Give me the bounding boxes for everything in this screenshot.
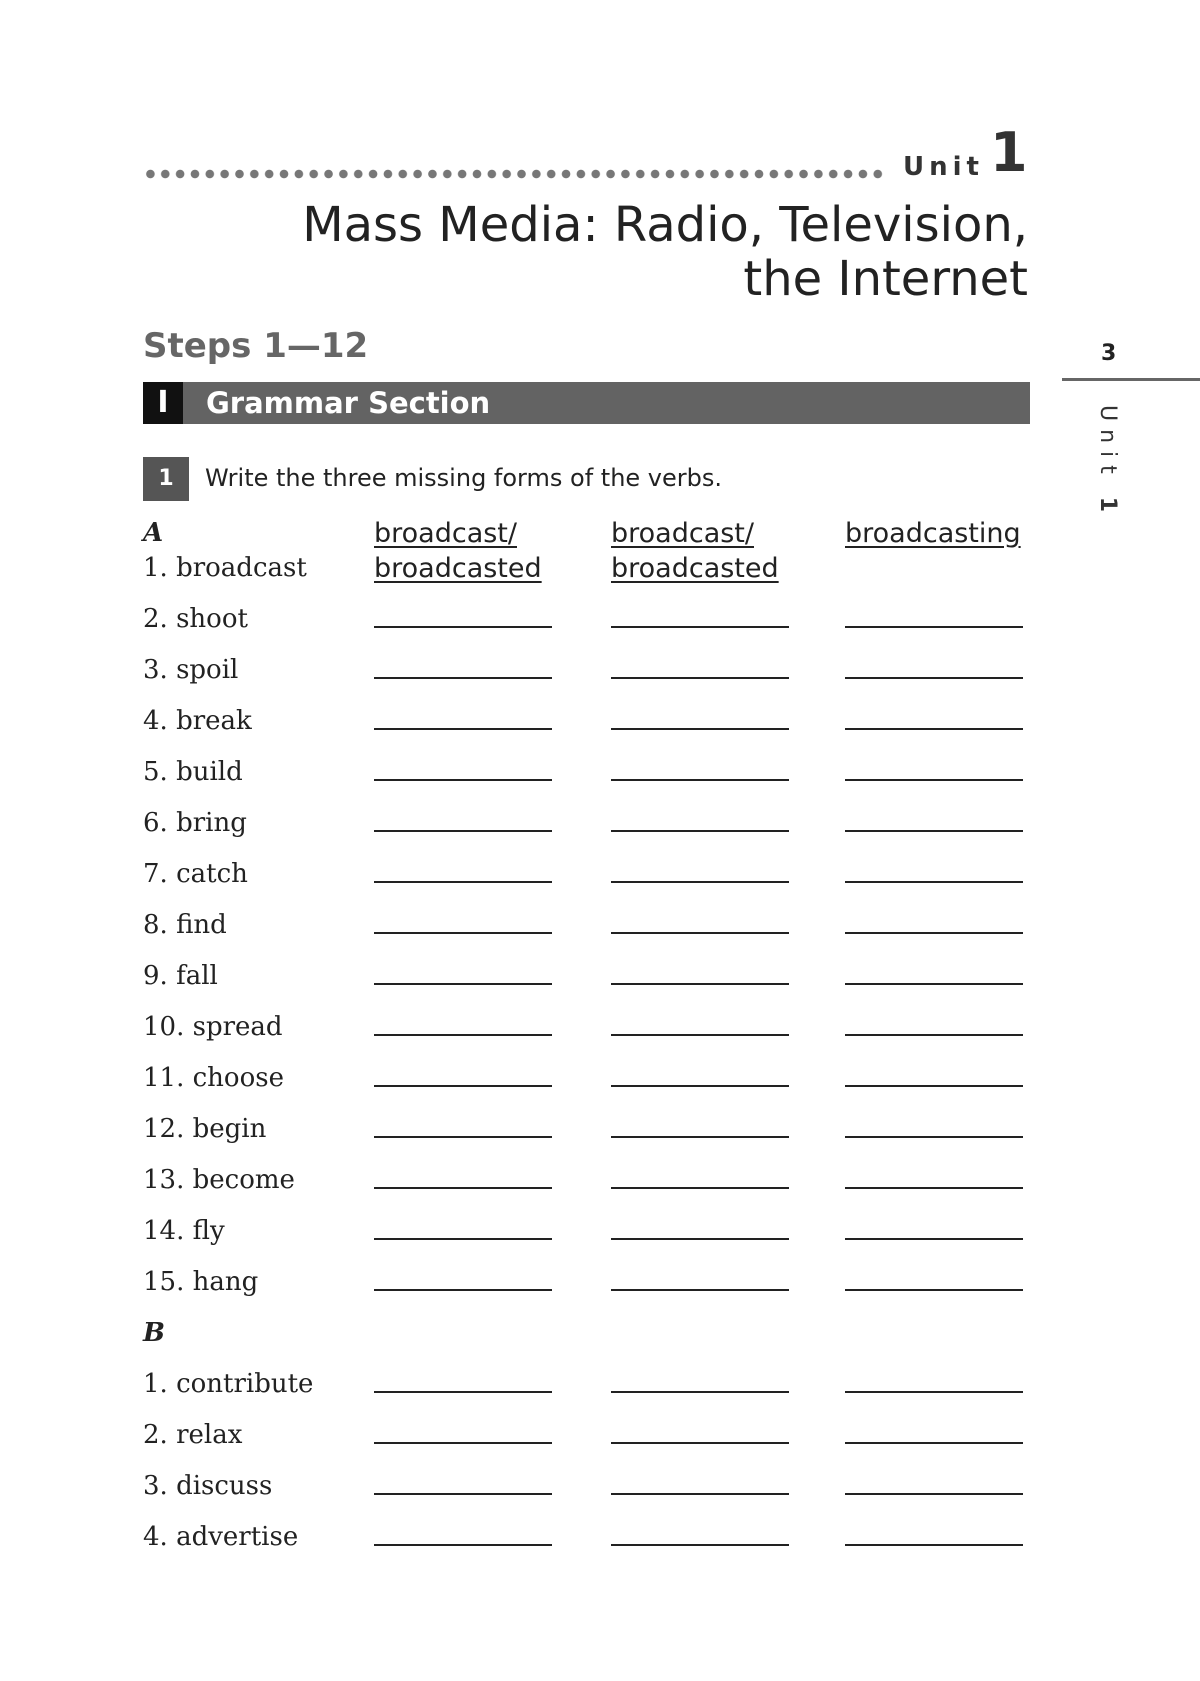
- verb-row-a-14: [0, 1200, 1200, 1246]
- answer-blank[interactable]: [845, 1391, 1023, 1393]
- answer-blank[interactable]: [374, 1289, 552, 1291]
- unit-label: Unit: [903, 152, 984, 182]
- answer-blank[interactable]: [845, 1034, 1023, 1036]
- verb-row-b-3: [0, 1455, 1200, 1501]
- side-unit-number: 1: [1095, 496, 1120, 521]
- answer-blank[interactable]: [374, 983, 552, 985]
- answer-blank[interactable]: [374, 677, 552, 679]
- answer-blank[interactable]: [374, 1493, 552, 1495]
- answer-blank[interactable]: [845, 1442, 1023, 1444]
- answer-blank[interactable]: [374, 1238, 552, 1240]
- verb-label: 4. break: [143, 706, 252, 736]
- verb-label: 3. discuss: [143, 1471, 273, 1501]
- verb-label: 14. fly: [143, 1216, 225, 1246]
- answer-blank[interactable]: [845, 1289, 1023, 1291]
- verb-row-a-5: [0, 741, 1200, 787]
- verb-row-a-10: [0, 996, 1200, 1042]
- steps-heading: Steps 1—12: [143, 326, 369, 366]
- answer-blank[interactable]: [845, 728, 1023, 730]
- verb-label: 5. build: [143, 757, 243, 787]
- example-participle-1: broadcast/: [611, 518, 754, 549]
- answer-blank[interactable]: [845, 932, 1023, 934]
- verb-label: 7. catch: [143, 859, 248, 889]
- title-line-2: the Internet: [743, 251, 1028, 307]
- verb-label: 1. contribute: [143, 1369, 314, 1399]
- answer-blank[interactable]: [374, 1544, 552, 1546]
- verb-label: 4. advertise: [143, 1522, 299, 1552]
- exercise-instruction: Write the three missing forms of the verbs.: [205, 464, 722, 492]
- answer-blank[interactable]: [374, 1442, 552, 1444]
- answer-blank[interactable]: [374, 1391, 552, 1393]
- verb-row-a-9: [0, 945, 1200, 991]
- answer-blank[interactable]: [374, 881, 552, 883]
- verb-label: 12. begin: [143, 1114, 267, 1144]
- group-a-label: A: [143, 518, 164, 548]
- answer-blank[interactable]: [374, 728, 552, 730]
- answer-blank[interactable]: [611, 626, 789, 628]
- verb-label: 2. relax: [143, 1420, 243, 1450]
- group-b-label: B: [143, 1318, 165, 1348]
- verb-label: 6. bring: [143, 808, 247, 838]
- verb-row-a-13: [0, 1149, 1200, 1195]
- answer-blank[interactable]: [611, 881, 789, 883]
- side-unit-label: Unit: [1095, 405, 1120, 482]
- answer-blank[interactable]: [611, 1136, 789, 1138]
- dotted-rule: [143, 169, 885, 179]
- answer-blank[interactable]: [611, 1238, 789, 1240]
- verb-row-a-1: [0, 547, 1200, 587]
- answer-blank[interactable]: [374, 626, 552, 628]
- example-past-1: broadcast/: [374, 518, 517, 549]
- answer-blank[interactable]: [611, 1442, 789, 1444]
- answer-blank[interactable]: [845, 626, 1023, 628]
- verb-row-b-4: [0, 1506, 1200, 1552]
- verb-label: 8. find: [143, 910, 227, 940]
- answer-blank[interactable]: [374, 779, 552, 781]
- answer-blank[interactable]: [845, 779, 1023, 781]
- exercise-number: 1: [143, 457, 189, 501]
- verb-row-a-8: [0, 894, 1200, 940]
- verb-label: 3. spoil: [143, 655, 239, 685]
- page-number: 3: [1101, 341, 1117, 366]
- side-divider: [1062, 378, 1200, 381]
- answer-blank[interactable]: [611, 1493, 789, 1495]
- answer-blank[interactable]: [374, 1085, 552, 1087]
- verb-row-b-2: [0, 1404, 1200, 1450]
- answer-blank[interactable]: [374, 1034, 552, 1036]
- verb-label: 11. choose: [143, 1063, 284, 1093]
- verb-row-a-2: [0, 588, 1200, 634]
- verb-label: 13. become: [143, 1165, 295, 1195]
- answer-blank[interactable]: [845, 677, 1023, 679]
- example-past-2: broadcasted: [374, 553, 542, 584]
- side-unit-tab: [1095, 405, 1120, 520]
- answer-blank[interactable]: [611, 779, 789, 781]
- verb-label: 9. fall: [143, 961, 218, 991]
- answer-blank[interactable]: [611, 677, 789, 679]
- page-title: [302, 198, 1028, 306]
- verb-row-b-1: [0, 1353, 1200, 1399]
- answer-blank[interactable]: [611, 830, 789, 832]
- answer-blank[interactable]: [611, 1391, 789, 1393]
- unit-number: 1: [990, 121, 1028, 184]
- answer-blank[interactable]: [845, 1085, 1023, 1087]
- verb-label: 2. shoot: [143, 604, 248, 634]
- verb-row-a-12: [0, 1098, 1200, 1144]
- answer-blank[interactable]: [374, 1136, 552, 1138]
- answer-blank[interactable]: [845, 1238, 1023, 1240]
- answer-blank[interactable]: [611, 1034, 789, 1036]
- answer-blank[interactable]: [611, 1187, 789, 1189]
- answer-blank[interactable]: [845, 1187, 1023, 1189]
- section-number: I: [143, 382, 183, 424]
- verb-row-a-11: [0, 1047, 1200, 1093]
- verb-row-a-4: [0, 690, 1200, 736]
- answer-blank[interactable]: [611, 1544, 789, 1546]
- verb-label: 1. broadcast: [143, 553, 307, 583]
- answer-blank[interactable]: [374, 830, 552, 832]
- verb-row-a-7: [0, 843, 1200, 889]
- title-line-1: Mass Media: Radio, Television,: [302, 197, 1028, 253]
- section-header: [143, 382, 1030, 424]
- answer-blank[interactable]: [374, 1187, 552, 1189]
- verb-row-a-3: [0, 639, 1200, 685]
- answer-blank[interactable]: [845, 1136, 1023, 1138]
- answer-blank[interactable]: [845, 983, 1023, 985]
- answer-blank[interactable]: [611, 1085, 789, 1087]
- verb-row-a-6: [0, 792, 1200, 838]
- answer-blank[interactable]: [845, 830, 1023, 832]
- answer-blank[interactable]: [611, 932, 789, 934]
- verb-label: 15. hang: [143, 1267, 259, 1297]
- verb-row-a-15: [0, 1251, 1200, 1297]
- answer-blank[interactable]: [845, 1493, 1023, 1495]
- answer-blank[interactable]: [611, 728, 789, 730]
- answer-blank[interactable]: [845, 881, 1023, 883]
- answer-blank[interactable]: [845, 1544, 1023, 1546]
- answer-blank[interactable]: [374, 932, 552, 934]
- example-ing: broadcasting: [845, 518, 1021, 549]
- verb-label: 10. spread: [143, 1012, 283, 1042]
- answer-blank[interactable]: [611, 1289, 789, 1291]
- example-participle-2: broadcasted: [611, 553, 779, 584]
- answer-blank[interactable]: [611, 983, 789, 985]
- section-title: Grammar Section: [206, 386, 491, 420]
